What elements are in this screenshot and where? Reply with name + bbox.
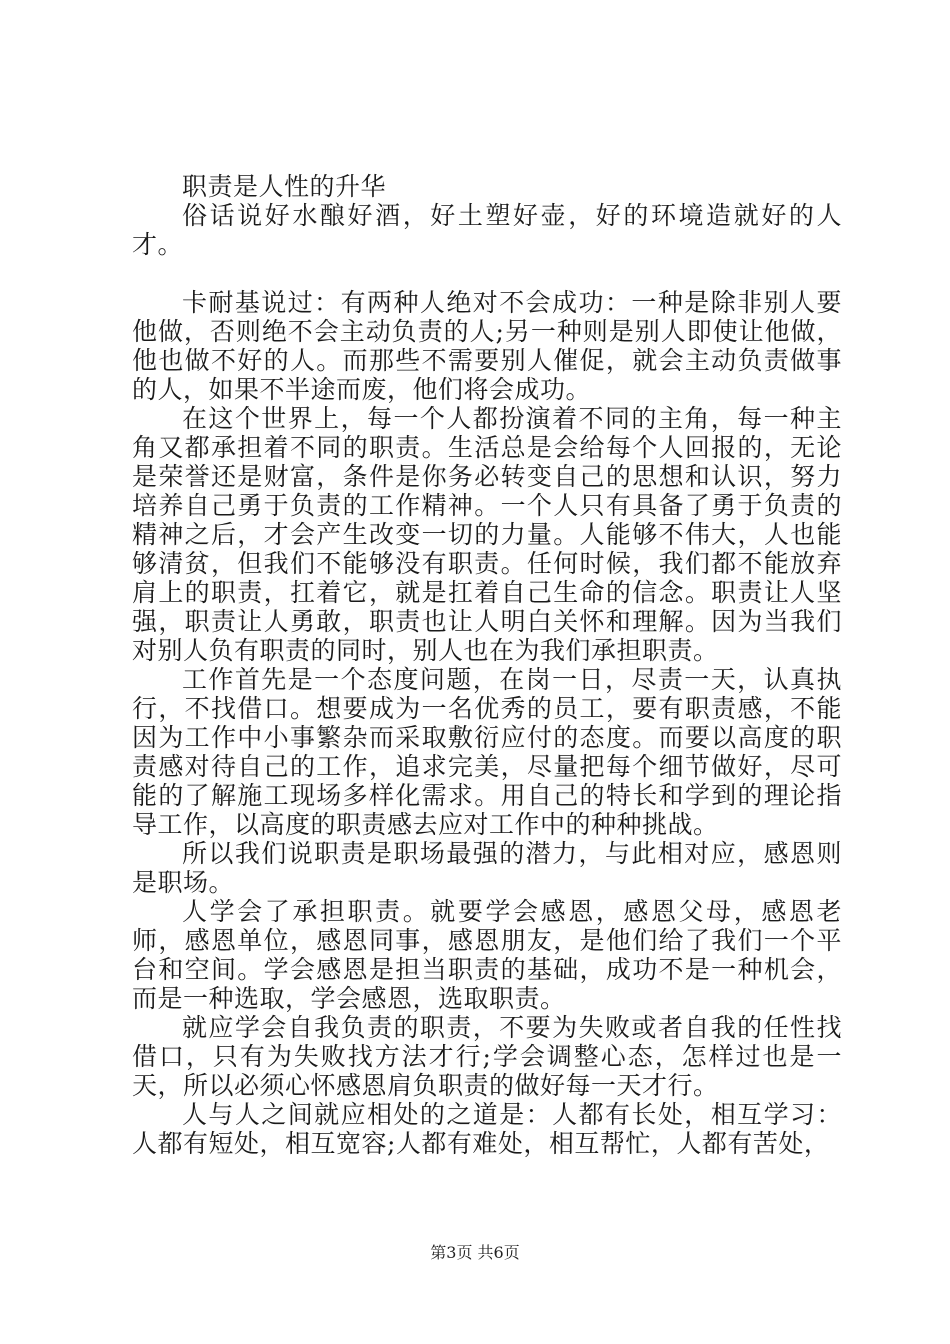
page-number-footer: 第3页 共6页 — [430, 1243, 520, 1262]
paragraph-gratitude: 人学会了承担职责。就要学会感恩，感恩父母，感恩老师，感恩单位，感恩同事，感恩朋友，是他们给了我们一个平台和空间。学会感恩是担当职责的基础，成功不是一种机会，而是一种选取，学会感恩，选取职责。 — [132, 897, 842, 1013]
document-body — [132, 172, 842, 1158]
paragraph-proverb: 俗话说好水酿好酒，好土塑好壶，好的环境造就好的人才。 — [132, 201, 842, 259]
essay-title: 职责是人性的升华 — [182, 172, 387, 201]
paragraph-work-attitude: 工作首先是一个态度问题，在岗一日，尽责一天，认真执行，不找借口。想要成为一名优秀的员工，要有职责感，不能因为工作中小事繁杂而采取敷衍应付的态度。而要以高度的职责感对待自己的工作，追求完美，尽量把每个细节做好，尽可能的了解施工现场多样化需求。用自己的特长和学到的理论指导工作，以高度的职责感去应对工作中的种种挑战。 — [132, 665, 842, 839]
paragraph-relations: 人与人之间就应相处的之道是：人都有长处，相互学习：人都有短处，相互宽容;人都有难处，相互帮忙，人都有苦处， — [132, 1100, 842, 1158]
paragraph-potential: 所以我们说职责是职场最强的潜力，与此相对应，感恩则是职场。 — [132, 839, 842, 897]
paragraph-roles: 在这个世界上，每一个人都扮演着不同的主角，每一种主角又都承担着不同的职责。生活总是会给每个人回报的，无论是荣誉还是财富，条件是你务必转变自己的思想和认识，努力培养自己勇于负责的工作精神。一个人只有具备了勇于负责的精神之后，才会产生改变一切的力量。人能够不伟大，人也能够清贫，但我们不能够没有职责。任何时候，我们都不能放弃肩上的职责，扛着它，就是扛着自己生命的信念。职责让人坚强，职责让人勇敢，职责也让人明白关怀和理解。因为当我们对别人负有职责的同时，别人也在为我们承担职责。 — [132, 404, 842, 665]
paragraph-carnegie: 卡耐基说过：有两种人绝对不会成功：一种是除非别人要他做，否则绝不会主动负责的人;另一种则是别人即使让他做，他也做不好的人。而那些不需要别人催促，就会主动负责做事的人，如果不半途而废，他们将会成功。 — [132, 288, 842, 404]
paragraph-self-responsibility: 就应学会自我负责的职责，不要为失败或者自我的任性找借口，只有为失败找方法才行;学会调整心态，怎样过也是一天，所以必须心怀感恩肩负职责的做好每一天才行。 — [132, 1013, 842, 1100]
